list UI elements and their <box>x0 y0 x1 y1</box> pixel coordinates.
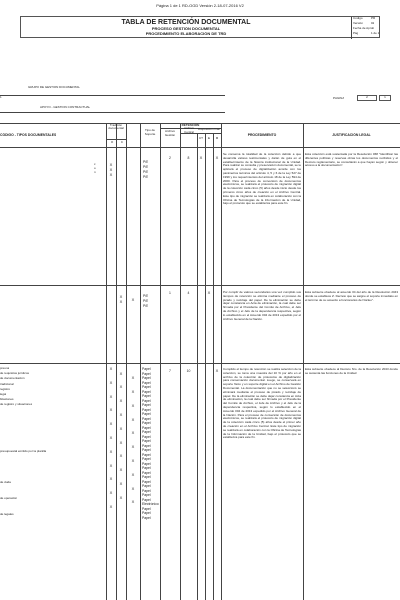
row1-central: 8 <box>187 156 190 160</box>
row3-mark: X <box>119 399 123 404</box>
pag-value: 1 de 1 <box>371 32 380 35</box>
row3-mark: X <box>131 486 135 491</box>
row3-justification: Esta subserie obedece al Decreto Nro. de la Resolución 2043 donde se sustenta las funciones de la Unidad <box>305 368 398 375</box>
row3-soporte: Papel <box>142 461 151 466</box>
row3-mark: X <box>131 390 135 394</box>
row3-soporte: Papel <box>142 511 151 515</box>
col-series: CÓDIGO - TIPOS DOCUMENTALES <box>0 133 57 137</box>
row1-mark-1: X <box>109 163 113 167</box>
row3-mark: X <box>109 463 113 468</box>
col-disp-e: E <box>207 137 210 140</box>
row3-left-item: de operación <box>0 497 18 500</box>
row3-soporte: Papel <box>142 407 151 412</box>
row1-gestion: 2 <box>169 156 171 160</box>
retention-table <box>0 123 400 600</box>
doc-title: TABLA DE RETENCIÓN DOCUMENTAL <box>121 19 251 26</box>
row3-soporte: Papel <box>142 403 151 407</box>
process-name: PROCESO GESTIÓN DOCUMENTAL <box>151 27 221 31</box>
row3-soporte: Papel <box>142 394 151 398</box>
left-marker: 1 <box>0 96 2 99</box>
row3-soporte: Papel <box>142 515 151 520</box>
version-label: Versión <box>353 22 364 25</box>
col-soporte-c: C <box>120 141 124 144</box>
row3-mark: X <box>119 413 123 417</box>
row3-mark: X <box>119 385 123 390</box>
row3-mark: X <box>131 445 135 450</box>
version-value: 02 <box>371 22 375 25</box>
row3-soporte: Papel <box>142 367 151 371</box>
row3-soporte: Papel <box>142 493 151 497</box>
page-field-label: PÁGINA <box>333 97 345 100</box>
row1-disp-ct: X <box>199 156 203 160</box>
row3-mark: X <box>109 408 113 413</box>
col-procedimiento: PROCEDIMIENTO <box>247 133 277 137</box>
row3-soporte: Papel <box>142 457 151 461</box>
row3-soporte: Papel <box>142 412 151 416</box>
col-disposicion: Disposición final <box>198 128 220 131</box>
row2-mark-3: X <box>131 298 135 302</box>
row3-soporte: Papel <box>142 466 151 470</box>
row1-mark-3: X <box>109 173 113 177</box>
row3-left-item: registro <box>0 387 11 391</box>
row3-mark: X <box>109 477 113 482</box>
row3-soporte: Papel <box>142 506 151 511</box>
col-tipo-soporte: Tipo de Soporte <box>144 128 156 136</box>
row3-soporte: Papel <box>142 430 151 434</box>
row2-mark-2: X <box>119 300 123 304</box>
pag-label: Pág <box>353 32 359 35</box>
row3-mark: X <box>119 426 123 431</box>
row3-soporte: Papel <box>142 470 151 475</box>
row2-soporte-1: P/E <box>143 294 149 298</box>
col-disp-ct: CT <box>199 137 203 140</box>
col-justificacion: JUSTIFICACIÓN LEGAL <box>332 133 371 137</box>
row3-soporte: Papel <box>142 425 151 430</box>
row1-letter-1: c <box>94 163 96 166</box>
row3-mark: X <box>131 500 135 505</box>
row1-letter-3: n <box>94 171 96 174</box>
row3-soporte: Papel <box>142 434 151 439</box>
dependency-label: GRUPO DE GESTIÓN DOCUMENTAL <box>28 86 80 89</box>
row2-soporte-2: P/E <box>143 299 149 303</box>
row3-soporte: Papel <box>142 416 151 421</box>
row3-mark: X <box>131 472 135 477</box>
col-soporte: Tradición documental <box>108 123 124 131</box>
row3-mark: X <box>109 422 113 427</box>
row2-mark-1: X <box>119 295 123 299</box>
row3-soporte: Papel <box>142 443 151 448</box>
row3-soporte: Papel <box>142 376 151 380</box>
row1-soporte-3: P/E <box>143 170 149 174</box>
row3-soporte: Papel <box>142 389 151 394</box>
row1-soporte-2: P/E <box>143 165 149 169</box>
row3-disp-m: X <box>215 369 219 373</box>
row3-soporte: Papel <box>142 439 151 443</box>
row3-left-item: de requisitos jurídicos <box>0 372 30 376</box>
row3-mark: X <box>109 491 113 496</box>
row3-left-item: tradicional <box>0 382 14 386</box>
row3-mark: X <box>109 449 113 454</box>
row3-central: 10 <box>186 369 191 373</box>
row3-soporte: Papel <box>142 371 151 376</box>
office-label: APOYO - GESTIÓN CONTRACTUAL <box>40 106 91 109</box>
row1-letter-2: o <box>94 167 96 170</box>
title-block <box>20 16 380 38</box>
row2-gestion: 1 <box>169 291 171 295</box>
row3-mark: X <box>109 380 113 385</box>
col-soporte-o: O <box>110 141 114 144</box>
row2-procedure: Por cumplir de valores secundarios una vez cumplido sus tiempos de retención se elimina mediante el proceso de picado y reciclaje del papel. De la eliminación se debe dejar constancia en Acta de eliminación, la cual debe ser firmada por el Presidente del Comité de Archivo, el Jefe de Archivo y el Jefe de la dependencia respectiva, según lo establecido en el Acuerdo 004 de 2013 expedido por el Archivo General de la Nación. <box>223 291 301 321</box>
page-field-of: 1 <box>379 95 391 101</box>
row3-left-item: bitaciones <box>0 398 14 402</box>
row3-left-item: de legales <box>0 512 14 516</box>
row2-disp-e: X <box>207 291 211 295</box>
row2-soporte-3: P/E <box>143 304 149 308</box>
col-archivo-central: Archivo Central <box>183 126 194 134</box>
row1-mark-2: X <box>109 168 113 172</box>
procedure-name: PROCEDIMIENTO ELABORACIÓN DE TRD <box>145 32 227 36</box>
col-retencion: RETENCIÓN <box>181 124 200 127</box>
row2-justification: Esta subserie obedece al acuerdo 04 del año de la Resolución 2043 donde se establece Z. Decreto que se asigne el soporte inmediato en el término de su acuerdo a funcionarios de Núcleo". <box>305 291 398 302</box>
row3-mark: X <box>131 403 135 408</box>
row1-disp-m: X <box>215 156 219 160</box>
col-disp-m: M <box>215 137 219 140</box>
row3-gestion: 7 <box>169 369 171 373</box>
row1-soporte-4: P/E <box>143 175 149 179</box>
row3-soporte: Papel <box>142 475 151 479</box>
page-field-value: 2 <box>357 95 377 101</box>
row3-left-item: preuna <box>0 367 10 370</box>
codigo-value: PR <box>371 17 376 20</box>
row3-mark: X <box>109 394 113 399</box>
row3-soporte: Papel <box>142 488 151 493</box>
row3-mark: X <box>131 417 135 422</box>
row3-left-item: de registro y situaciones <box>0 403 33 407</box>
row3-left-item: de documentación <box>0 377 25 381</box>
row3-mark: X <box>119 495 123 500</box>
row3-mark: X <box>119 468 123 473</box>
row3-procedure: Cumplido el tiempo de retención se realiza selección de la colección, se toma una muestra del 10 % por año en el archivo de la colección de protocolos de digitalización para conservación documental. Luego, se conservará en soporte físico y en soporte digital en el Archivo de Gestión Documental. La documentación que no se seleccionó se eliminará mediante el proceso de picado y reciclaje de papel. De la eliminación se debe dejar constancia en Acta de eliminación, la cual debe ser firmada por el Presidente del Comité de Archivo, el Jefe de Archivo y el Jefe de la dependencia respectiva, según lo establecido en el Acuerdo 004 de 2013 expedido por el Archivo General de la Nación. Para el proceso de conversión de documentos electrónicos, se realizará el protocolo de migración digital de la colección cada cinco (5) años desde el primer año de creación en el Archivo Central. Este tipo de migración se realizará en colaboración con la Oficina de Tecnologías de la Información de la Unidad, bajo el protocolo que se establezca para este fin. <box>223 368 301 440</box>
row3-mark: X <box>109 436 113 440</box>
col-archivo-gestion: Archivo Gestión <box>164 129 176 137</box>
row3-soporte: Papel <box>142 398 151 403</box>
row3-soporte: Papel <box>142 452 151 457</box>
row3-soporte: Papel <box>142 497 151 502</box>
row3-mark: X <box>109 505 113 509</box>
fecha-label: Fecha de Aprob <box>353 27 375 30</box>
row3-mark: X <box>119 371 123 376</box>
codigo-label: Código <box>353 17 363 20</box>
row3-left-item: legal <box>0 393 7 396</box>
row3-mark: X <box>119 482 123 486</box>
row3-soporte: Papel <box>142 421 151 425</box>
row3-soporte: Papel <box>142 448 151 452</box>
row3-mark: X <box>119 454 123 459</box>
row3-mark: X <box>131 376 135 381</box>
row3-mark: X <box>131 459 135 463</box>
row3-mark: X <box>109 367 113 371</box>
row3-soporte: Papel <box>142 479 151 484</box>
row1-justification: Esta colección está sustentada por la Resolución 068 "Identificar las diferentes políticas y reservas obras los documentos recibidos y el Decreto reglamentario, se consultarán a que hayan según y obtener acceso a la documentación". <box>305 153 398 168</box>
row3-left-item: de duda <box>0 481 11 485</box>
row1-procedure: Se conserva la totalidad de la colección debido a que desarrolla valores testimoniales y darán de guía en el establecimiento de la historia institucional de la Unidad. Para realizar su consulta y preservación documental, se le aplicará el proceso de digitalización acorde con los parámetros técnicos del artículo 4, 5 y 6 de la Ley 527 de 1999 y los requerimientos del artículo 18 de la Ley 594 de 2000. Para el proceso de conversión de documentos electrónicos, se realizará el protocolo de migración digital de la colección cada cinco (5) años desde inicio desde los primeros cinco años de creación en el Archivo Central. Este tipo de migración se realizará en colaboración con la Oficina de Tecnologías de la Información de la Unidad, bajo el protocolo que se establezca para este fin. <box>223 153 301 206</box>
row3-soporte: Electrónico <box>142 502 159 506</box>
row3-mark: X <box>131 431 135 436</box>
page-header: Página 1 de 1 RD-OGD Versión 2-18-07-2016 V2 <box>156 4 244 8</box>
row3-soporte: Papel <box>142 385 151 389</box>
row3-soporte: Papel <box>142 484 151 488</box>
row1-soporte-1: P/E <box>143 160 149 164</box>
row3-mark: X <box>119 440 123 445</box>
row3-soporte: Papel <box>142 380 151 385</box>
row3-left-item: presupuestal emitido por la planilla <box>0 450 47 454</box>
row2-central: 4 <box>187 291 190 295</box>
